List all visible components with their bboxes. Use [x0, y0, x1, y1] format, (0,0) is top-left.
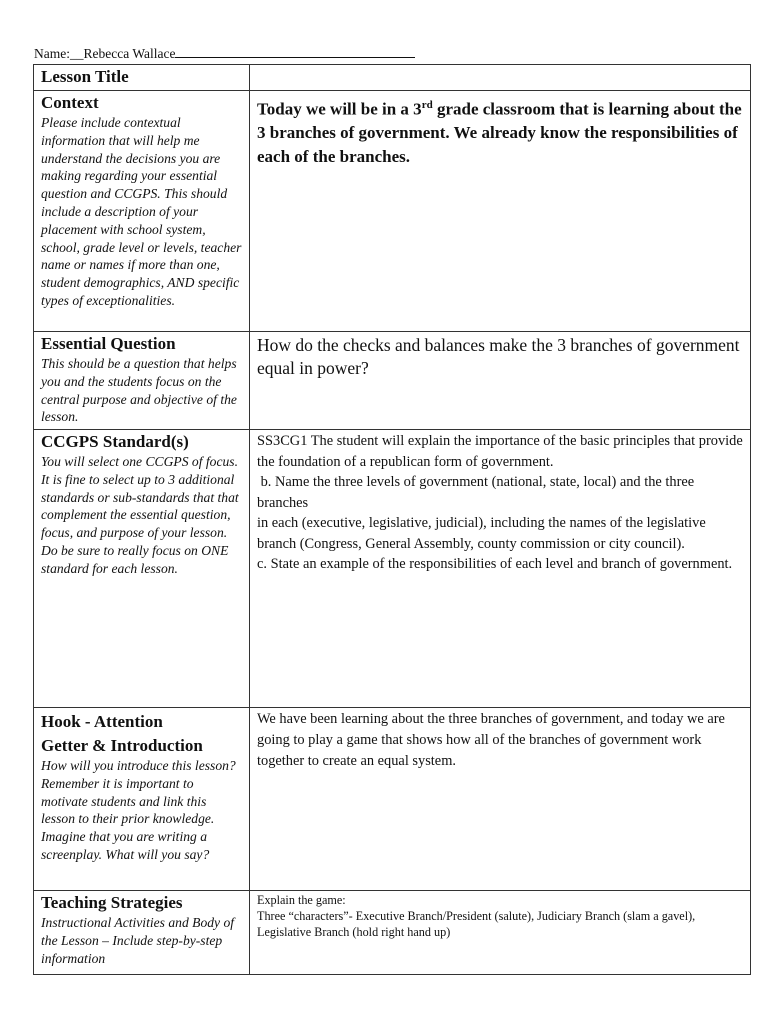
- essential-question-instructions: This should be a question that helps you and the students focus on the central purpose and objective of the lesson.: [41, 356, 237, 425]
- essential-question-label: Essential Question: [41, 334, 176, 353]
- context-content-rest: grade classroom that is learning about the 3 branches of government. We already know the responsibilities of each of the branches.: [257, 99, 742, 166]
- ccgps-label-cell: [34, 430, 250, 708]
- standard-line: branch (Congress, General Assembly, county commission or city council).: [257, 535, 685, 552]
- hook-label-line-1: Hook - Attention: [41, 712, 163, 731]
- student-name: __Rebecca Wallace: [70, 46, 176, 61]
- hook-content: We have been learning about the three branches of government, and today we are going to play a game that shows how all of the branches of government work together to create an equal system.: [250, 708, 751, 891]
- student-name-line: [34, 46, 415, 62]
- hook-label-line-2: Getter & Introduction: [41, 736, 203, 755]
- standard-line: c. State an example of the responsibilities of each level and branch of government.: [257, 556, 733, 572]
- context-content-start: Today we will be in a 3: [257, 99, 422, 119]
- context-content-cell: [250, 91, 751, 332]
- context-content-superscript: rd: [421, 99, 433, 111]
- context-label: Context: [41, 93, 99, 112]
- row-lesson-title: [34, 65, 751, 91]
- lesson-plan-table: [33, 64, 751, 975]
- row-essential-question: [34, 332, 751, 430]
- context-label-cell: [34, 91, 250, 332]
- teaching-strategies-label: Teaching Strategies: [41, 893, 183, 912]
- essential-question-label-cell: [34, 332, 250, 430]
- teaching-strategies-characters: Three “characters”- Executive Branch/President (salute), Judiciary Branch (slam a gavel), Legislative Branch (hold right hand up): [257, 909, 696, 939]
- hook-instructions: How will you introduce this lesson? Remember it is important to motivate students and link this lesson to their prior knowledge. Imagine that you are writing a screenplay. What will you say?: [41, 758, 236, 862]
- row-teaching-strategies: [34, 891, 751, 975]
- name-underline: [175, 46, 415, 58]
- row-hook: [34, 708, 751, 891]
- teaching-strategies-content-cell: [250, 891, 751, 975]
- ccgps-label: CCGPS Standard(s): [41, 432, 189, 451]
- essential-question-content: How do the checks and balances make the 3 branches of government equal in power?: [250, 332, 751, 430]
- name-label: Name:: [34, 46, 70, 61]
- row-context: [34, 91, 751, 332]
- teaching-strategies-label-cell: [34, 891, 250, 975]
- context-instructions: Please include contextual information that will help me understand the decisions you are making regarding your essential question and CCGPS. This should include a description of your placement with school system, school, grade level or levels, teacher name or names if more than one, student demographics, AND specific types of exceptionalities.: [41, 115, 242, 308]
- lesson-title-label-cell: [34, 65, 250, 91]
- standard-line: b. Name the three levels of government (national, state, local) and the three branches: [257, 474, 698, 511]
- teaching-strategies-instructions: Instructional Activities and Body of the Lesson – Include step-by-step information: [41, 915, 235, 966]
- teaching-strategies-intro: Explain the game:: [257, 893, 346, 907]
- ccgps-content-cell: [250, 430, 751, 708]
- ccgps-instructions: You will select one CCGPS of focus. It is fine to select up to 3 additional standards or sub-standards that that complement the essential question, focus, and purpose of your lesson. Do be sure to really focus on ONE standard for each lesson.: [41, 454, 239, 576]
- standard-line: in each (executive, legislative, judicial), including the names of the legislative: [257, 515, 706, 531]
- lesson-title-value-cell: [250, 65, 751, 91]
- row-ccgps-standards: [34, 430, 751, 708]
- standard-line: the foundation of a republican form of government.: [257, 453, 554, 470]
- hook-label-cell: [34, 708, 250, 891]
- lesson-title-label: Lesson Title: [41, 67, 129, 86]
- standard-line: SS3CG1 The student will explain the importance of the basic principles that provide: [257, 433, 743, 449]
